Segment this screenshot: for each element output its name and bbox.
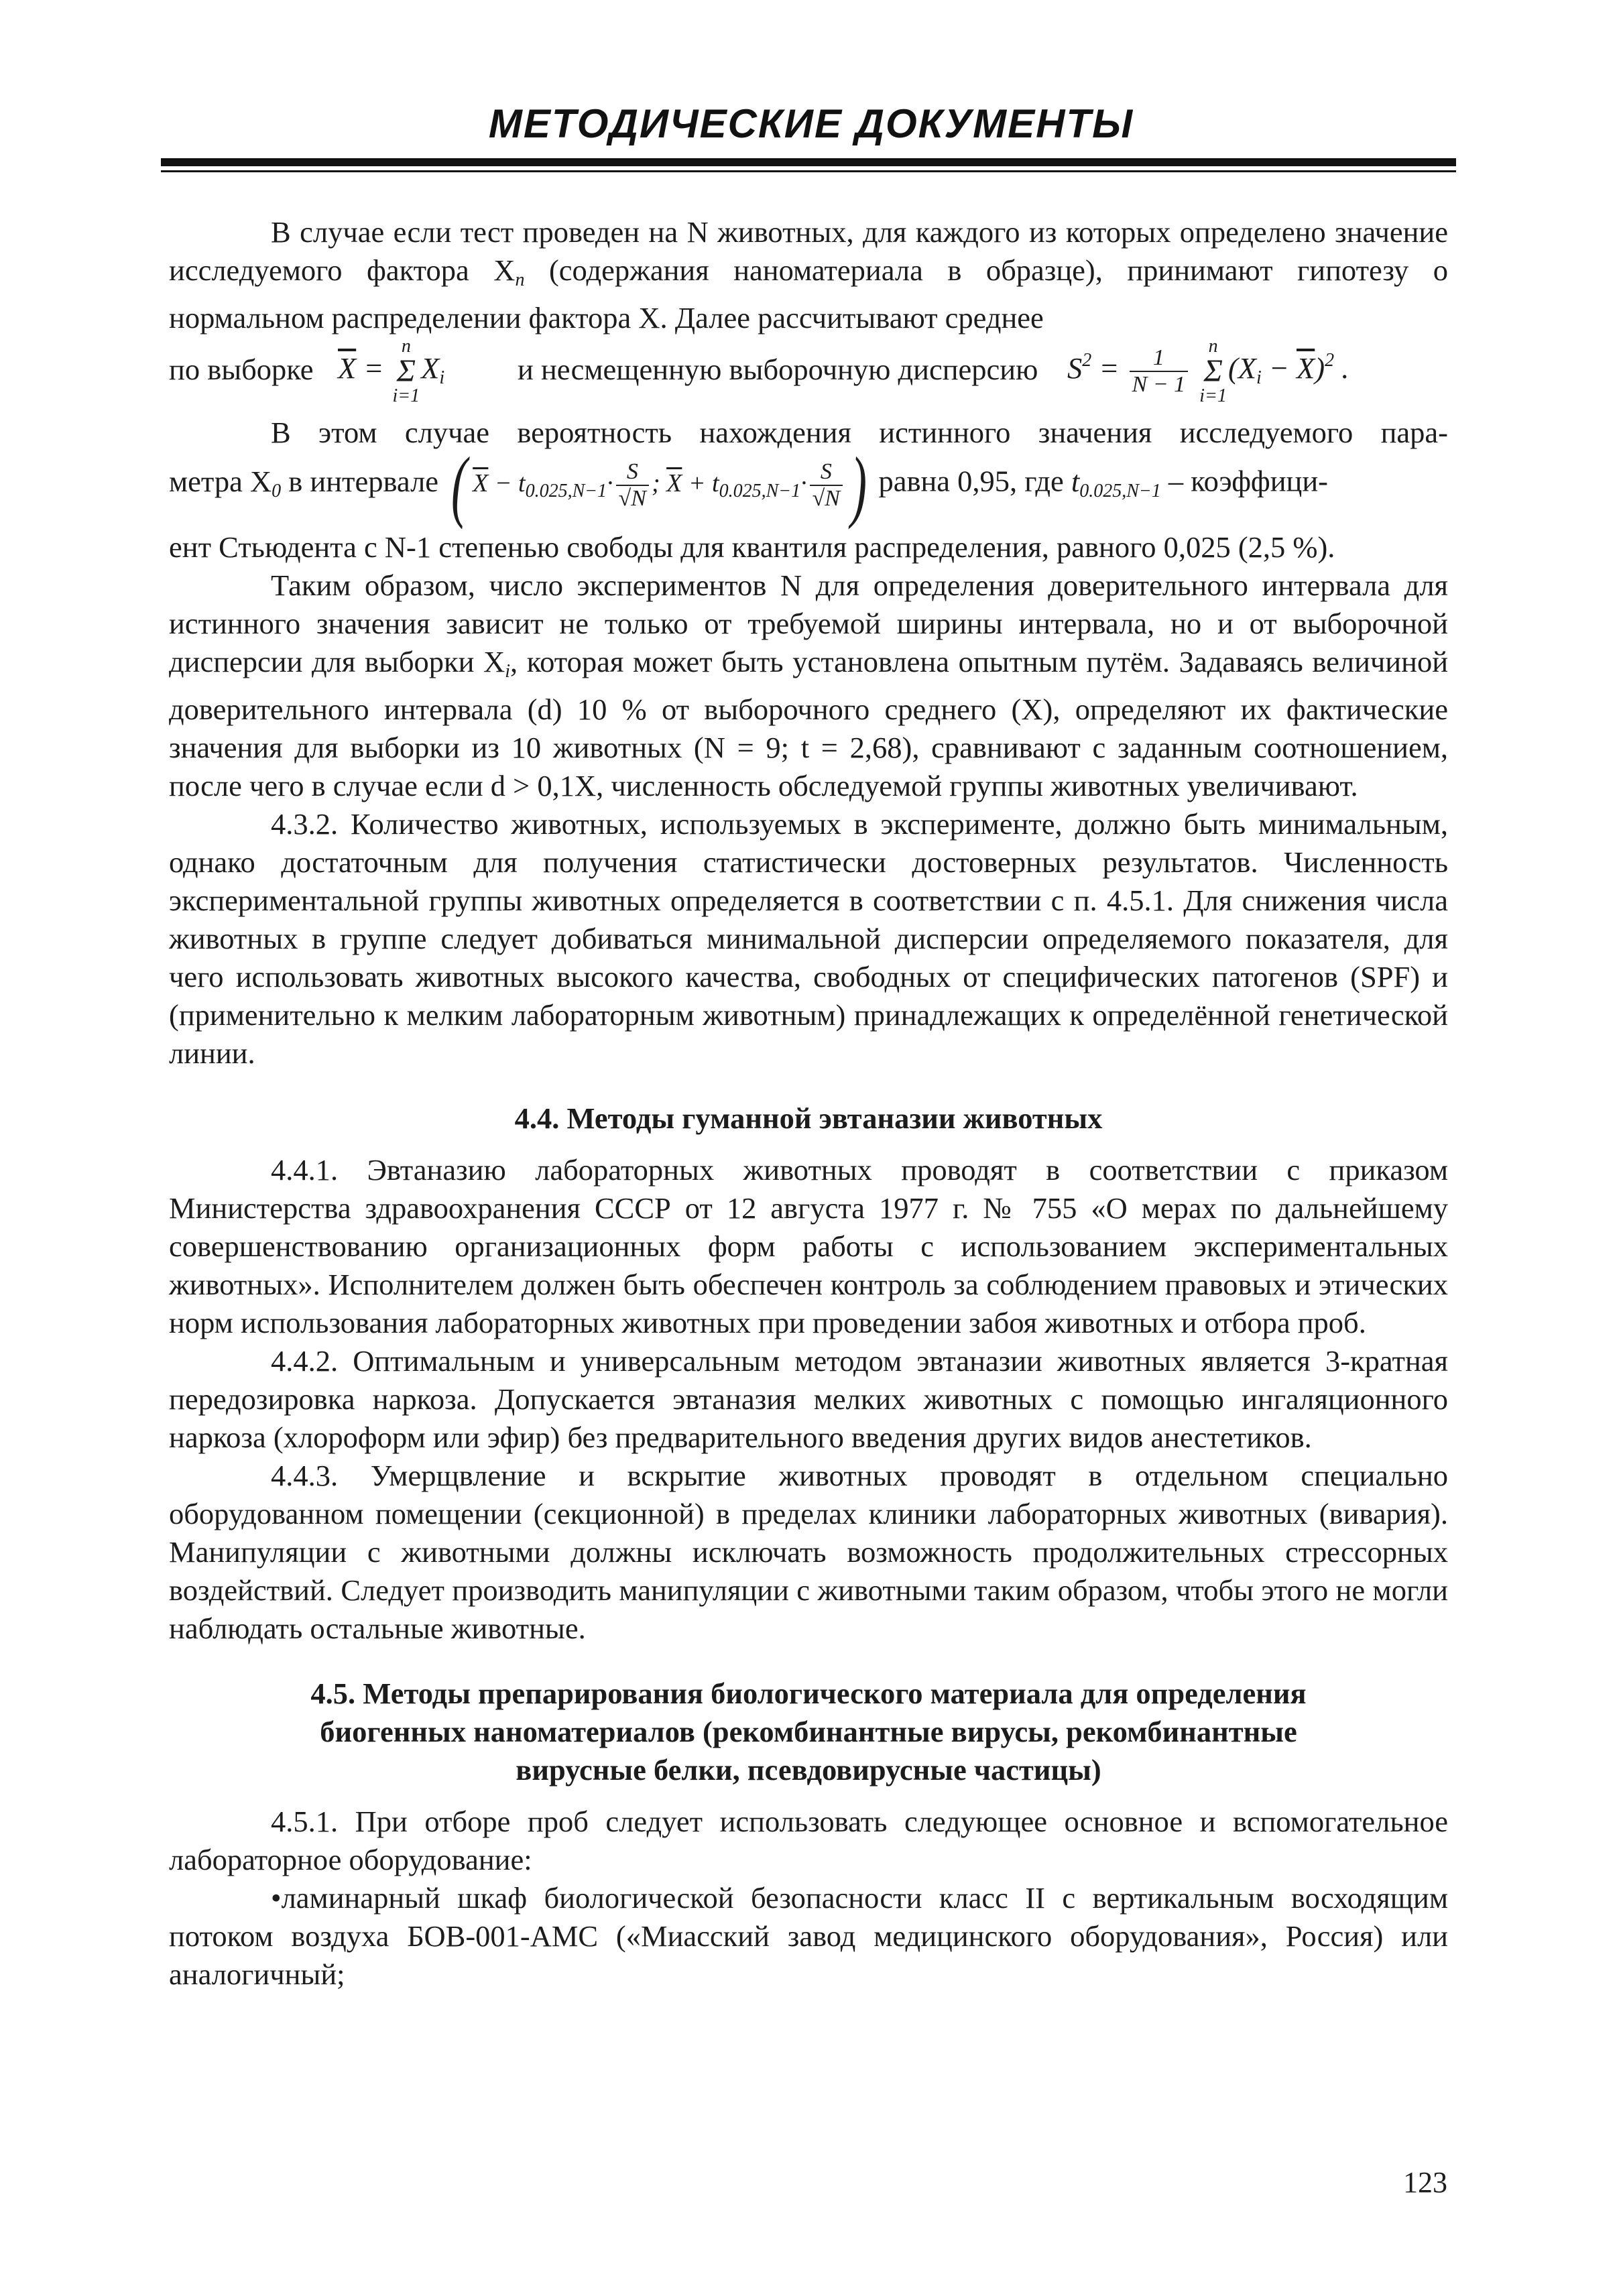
section-heading-4-5-line3: вирусные белки, псевдовирусные частицы) bbox=[516, 1753, 1101, 1787]
interval-suffix-text: равна 0,95, где bbox=[878, 464, 1064, 498]
interval-formula-line bbox=[169, 440, 1448, 530]
body-text bbox=[169, 213, 1448, 1994]
formula-mean-variance bbox=[169, 337, 1448, 414]
bullet-icon: • bbox=[271, 1881, 282, 1915]
paragraph-4-5-1 bbox=[169, 1803, 1448, 1879]
paragraph-text: В этом случае вероятность нахождения истинного значения исследуемого пара- bbox=[271, 416, 1448, 449]
paragraph-text: метра X bbox=[169, 464, 272, 498]
paragraph-4-3-2 bbox=[169, 805, 1448, 1073]
interval-formula: ( $\overline{X} - t_{0.025,N-1}\cdot$ $\frac{S}{√N}$ ; $\overline{X} + t_{0.025,N-1}\cdot$ $\frac{S}{√N}$ ) bbox=[451, 440, 867, 530]
mean-formula: $\overline{X} = n$ Σ $i=1X_i$ bbox=[338, 336, 445, 406]
paragraph-experiments-count bbox=[169, 566, 1448, 805]
section-heading-4-5-line2: биогенных наноматериалов (рекомбинантные вирусы, рекомбинантные bbox=[320, 1715, 1297, 1748]
subscript: i bbox=[505, 661, 511, 682]
variance-formula: $S^2$ = $\frac{1}{N - 1}$ n Σ $i=1(X_i - \overline{X})^2$ . bbox=[1067, 336, 1349, 406]
interval-end-text: – коэффици- bbox=[1168, 464, 1328, 498]
bullet-text: ламинарный шкаф биологической безопасности класс II с вертикальным восходящим потоком воздуха БОВ-001-АМС («Миасский завод медицинского оборудования», Россия) или аналогичный; bbox=[169, 1881, 1448, 1991]
paragraph-student bbox=[169, 528, 1448, 566]
student-coefficient: $t_{0.025,N-1}$ bbox=[1071, 464, 1161, 501]
paragraph-text: 4.3.2. Количество животных, используемых в эксперименте, должно быть минимальным, однако достаточным для получения статистически достоверных результатов. Численность экспериментальной группы животных определяется в соответствии с п. 4.5.1. Для снижения числа животных в группе следует добиваться минимальной дисперсии определяемого показателя, для чего использовать животных высокого качества, свободных от специфических патогенов (SPF) и (применительно к мелким лабораторным животным) принадлежащих к определённой генетической линии. bbox=[169, 807, 1448, 1070]
interval-prefix bbox=[169, 464, 439, 501]
paragraph-test-hypothesis bbox=[169, 213, 1448, 337]
formula-prefix-text: по выборке bbox=[169, 353, 314, 386]
paragraph-4-4-1 bbox=[169, 1151, 1448, 1342]
paragraph-4-4-2 bbox=[169, 1342, 1448, 1457]
paragraph-4-4-3 bbox=[169, 1457, 1448, 1648]
paragraph-text: 4.4.1. Эвтаназию лабораторных животных проводят в соответствии с приказом Министерства здравоохранения СССР от 12 августа 1977 г. № 755 «О мерах по дальнейшему совершенствованию организационных форм работы с использованием экспериментальных животных». Исполнителем должен быть обеспечен контроль за соблюдением правовых и этических норм использования лабораторных животных при проведении забоя животных и отбора проб. bbox=[169, 1153, 1448, 1339]
bullet-item-laminar-cabinet bbox=[169, 1879, 1448, 1994]
paragraph-probability bbox=[169, 414, 1448, 452]
paragraph-text: , которая может быть установлена опытным путём. Задаваясь величиной доверительного интервала (d) 10 % от выборочного среднего (X), определяют их фактические значения для выборки из 10 животных (N = 9; t = 2,68), сравнивают с заданным соотношением, после чего в случае если d > 0,1X, численность обследуемой группы животных увеличивают. bbox=[169, 645, 1449, 802]
formula-mid-text: и несмещенную выборочную дисперсию bbox=[518, 353, 1038, 386]
section-heading-4-5-line1: 4.5. Методы препарирования биологического материала для определения bbox=[310, 1677, 1307, 1710]
paragraph-text: в интервале bbox=[281, 464, 439, 498]
subscript: n bbox=[515, 269, 525, 290]
paragraph-text: (содержания наноматериала в образце), принимают гипотезу о нормальном распределении фактора X. Далее рассчитывают среднее bbox=[169, 253, 1448, 335]
paragraph-text: 4.4.2. Оптимальным и универсальным методом эвтаназии животных является 3-кратная передозировка наркоза. Допускается эвтаназия мелких животных с помощью ингаляционного наркоза (хлороформ или эфир) без предварительного введения других видов анестетиков. bbox=[169, 1344, 1448, 1454]
paragraph-text: ент Стьюдента с N-1 степенью свободы для квантиля распределения, равного 0,025 (2,5 %). bbox=[169, 530, 1335, 564]
paragraph-text: В случае если тест проведен на N животных, для каждого из которых определено значение исследуемого фактора X bbox=[169, 215, 1448, 287]
running-header-title: МЕТОДИЧЕСКИЕ ДОКУМЕНТЫ bbox=[488, 101, 1134, 146]
header-rule-thin bbox=[161, 170, 1456, 172]
section-heading-4-4: 4.4. Методы гуманной эвтаназии животных bbox=[514, 1101, 1103, 1135]
subscript: 0 bbox=[272, 480, 282, 501]
paragraph-text: 4.4.3. Умерщвление и вскрытие животных проводят в отдельном специально оборудованном помещении (секционной) в пределах клиники лабораторных животных (вивария). Манипуляции с животными должны исключать возможность продолжительных стрессорных воздействий. Следует производить манипуляции с животными таким образом, чтобы этого не могли наблюдать остальные животные. bbox=[169, 1459, 1448, 1645]
paragraph-text: Таким образом, число экспериментов N для определения доверительного интервала для истинного значения зависит не только от требуемой ширины интервала, но и от выборочной дисперсии для выборки X bbox=[169, 568, 1448, 678]
paragraph-text: 4.5.1. При отборе проб следует использовать следующее основное и вспомогательное лабораторное оборудование: bbox=[169, 1805, 1448, 1876]
header-rule-thick bbox=[161, 158, 1456, 166]
page-number: 123 bbox=[1403, 2166, 1447, 2199]
